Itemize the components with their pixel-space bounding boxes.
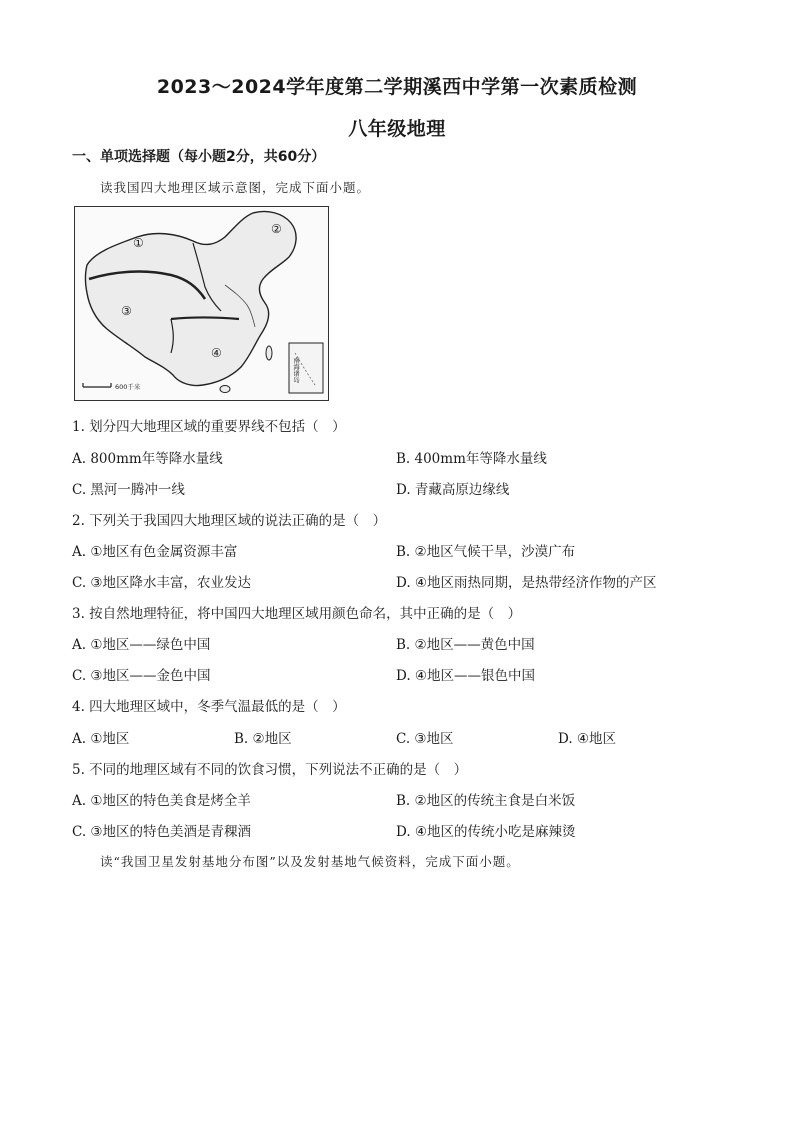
taiwan-island [266, 346, 272, 360]
question-5-stem: 5. 不同的地理区域有不同的饮食习惯，下列说法不正确的是（ ） [72, 762, 468, 778]
china-outline [86, 211, 297, 385]
china-regions-map [74, 206, 329, 401]
q2-option-a[interactable]: A. ①地区有色金属资源丰富 [72, 544, 238, 560]
q2-option-c[interactable]: C. ③地区降水丰富，农业发达 [72, 575, 252, 591]
q3-option-b[interactable]: B. ②地区——黄色中国 [396, 637, 535, 653]
q3-option-c[interactable]: C. ③地区——金色中国 [72, 668, 211, 684]
question-intro-2: 读“我国卫星发射基地分布图”以及发射基地气候资料，完成下面小题。 [100, 854, 520, 869]
q4-option-a[interactable]: A. ①地区 [72, 731, 130, 747]
region-label-1: ① [133, 236, 144, 250]
q4-option-d[interactable]: D. ④地区 [558, 731, 617, 747]
region-label-3: ③ [121, 304, 132, 318]
region-label-2: ② [271, 222, 282, 236]
q3-option-d[interactable]: D. ④地区——银色中国 [396, 668, 536, 684]
section-heading: 一、单项选择题（每小题2分，共60分） [72, 149, 326, 165]
q5-option-c[interactable]: C. ③地区的特色美酒是青稞酒 [72, 824, 252, 840]
q4-option-b[interactable]: B. ②地区 [234, 731, 292, 747]
q4-option-c[interactable]: C. ③地区 [396, 731, 454, 747]
question-intro: 读我国四大地理区域示意图，完成下面小题。 [100, 180, 371, 195]
q2-option-d[interactable]: D. ④地区雨热同期，是热带经济作物的产区 [396, 575, 657, 591]
q1-option-a[interactable]: A. 800mm年等降水量线 [72, 451, 223, 467]
map-drawing [75, 207, 328, 400]
q3-option-a[interactable]: A. ①地区——绿色中国 [72, 637, 211, 653]
question-4-stem: 4. 四大地理区域中，冬季气温最低的是（ ） [72, 699, 346, 715]
q1-option-c[interactable]: C. 黑河一腾冲一线 [72, 482, 185, 498]
q5-option-b[interactable]: B. ②地区的传统主食是白米饭 [396, 793, 576, 809]
inset-label: 南海诸岛 [292, 357, 300, 383]
q1-option-d[interactable]: D. 青藏高原边缘线 [396, 482, 510, 498]
q1-option-b[interactable]: B. 400mm年等降水量线 [396, 451, 547, 467]
q5-option-d[interactable]: D. ④地区的传统小吃是麻辣烫 [396, 824, 576, 840]
hainan-island [220, 386, 230, 393]
page-title: 2023～2024学年度第二学期溪西中学第一次素质检测 [156, 76, 638, 98]
region-label-4: ④ [211, 346, 222, 360]
question-3-stem: 3. 按自然地理特征，将中国四大地理区域用颜色命名，其中正确的是（ ） [72, 606, 522, 622]
page-subtitle: 八年级地理 [348, 118, 446, 140]
question-2-stem: 2. 下列关于我国四大地理区域的说法正确的是（ ） [72, 513, 387, 529]
question-1-stem: 1. 划分四大地理区域的重要界线不包括（ ） [72, 419, 346, 435]
q2-option-b[interactable]: B. ②地区气候干旱，沙漠广布 [396, 544, 576, 560]
q5-option-a[interactable]: A. ①地区的特色美食是烤全羊 [72, 793, 251, 809]
scale-label: 600千米 [115, 383, 141, 391]
